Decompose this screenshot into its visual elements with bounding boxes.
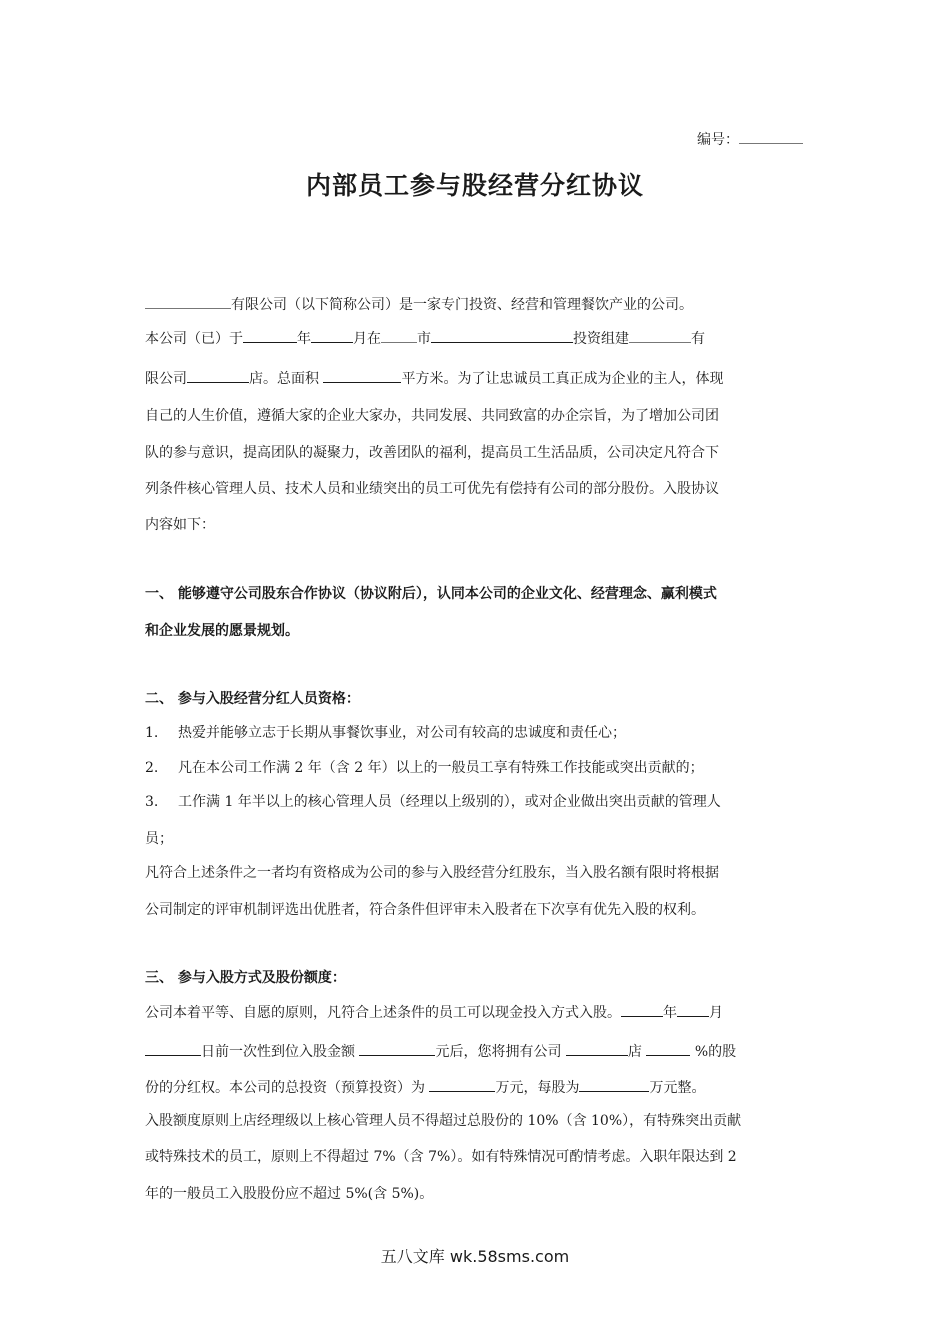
section-3-line-3: 份的分红权。本公司的总投资（预算投资）为 万元，每股为 万元整。 <box>145 1077 705 1098</box>
serial-blank <box>739 129 803 144</box>
deadline-month-blank <box>677 1002 709 1017</box>
intro-line-2: 本公司（已）于 年 月在 市 投资组建 有 <box>145 328 705 349</box>
section-2-para-2: 公司制定的评审机制评选出优胜者，符合条件但评审未入股者在下次享有优先入股的权利。 <box>145 902 705 918</box>
section-1-line-2: 和企业发展的愿景规划。 <box>145 623 299 639</box>
section-2-item-3: 3. 工作满 1 年半以上的核心管理人员（经理以上级别的），或对企业做出突出贡献的管理人 <box>145 794 721 810</box>
footer-watermark: 五八文库 wk.58sms.com <box>380 1247 570 1266</box>
section-3-line-6: 年的一般员工入股股份应不超过 5%(含 5%)。 <box>145 1186 434 1202</box>
section-3-line-5: 或特殊技术的员工，原则上不得超过 7%（含 7%）。如有特殊情况可酌情考虑。入职年限达到 2 <box>145 1149 737 1165</box>
store-name-blank <box>566 1041 628 1056</box>
intro-line-1: 有限公司（以下简称公司）是一家专门投资、经营和管理餐饮产业的公司。 <box>145 294 693 315</box>
intro-line-4: 自己的人生价值，遵循大家的企业大家办，共同发展、共同致富的办企宗旨，为了增加公司团 <box>145 408 719 424</box>
section-2-heading: 二、 参与入股经营分红人员资格： <box>145 691 360 707</box>
area-blank <box>323 368 401 383</box>
store-blank <box>187 368 249 383</box>
amount-blank <box>359 1041 435 1056</box>
year-blank <box>243 328 297 343</box>
document-title: 内部员工参与股经营分红协议 <box>305 171 644 200</box>
intro-line-6: 列条件核心管理人员、技术人员和业绩突出的员工可优先有偿持有公司的部分股份。入股协议 <box>145 481 719 497</box>
month-blank <box>311 328 353 343</box>
intro-line-7: 内容如下： <box>145 517 215 533</box>
per-share-blank <box>579 1077 649 1092</box>
section-1-line-1: 一、 能够遵守公司股东合作协议（协议附后），认同本公司的企业文化、经营理念、赢利模式 <box>145 586 717 602</box>
deadline-year-blank <box>621 1002 663 1017</box>
company-blank <box>629 328 691 343</box>
section-3-line-1: 公司本着平等、自愿的原则，凡符合上述条件的员工可以现金投入方式入股。 年 月 <box>145 1002 723 1023</box>
serial-number <box>697 129 803 149</box>
company-name-blank <box>145 294 231 309</box>
section-2-para-1: 凡符合上述条件之一者均有资格成为公司的参与入股经营分红股东，当入股名额有限时将根据 <box>145 865 719 881</box>
total-investment-blank <box>429 1077 495 1092</box>
percent-blank <box>646 1041 690 1056</box>
intro-line-3: 限公司 店。总面积 平方米。为了让忠诚员工真正成为企业的主人，体现 <box>145 368 723 389</box>
section-3-line-4: 入股额度原则上店经理级以上核心管理人员不得超过总股份的 10%（含 10%），有特殊突出贡献 <box>145 1113 742 1129</box>
serial-label: 编号： <box>697 132 739 148</box>
city-blank <box>381 328 417 343</box>
intro-line-5: 队的参与意识，提高团队的凝聚力，改善团队的福利，提高员工生活品质，公司决定凡符合下 <box>145 445 719 461</box>
location-blank <box>431 328 573 343</box>
section-3-heading: 三、 参与入股方式及股份额度： <box>145 970 346 986</box>
section-2-item-3-cont: 员； <box>145 831 173 847</box>
section-2-item-2: 2. 凡在本公司工作满 2 年（含 2 年）以上的一般员工享有特殊工作技能或突出贡献的； <box>145 760 704 776</box>
section-3-line-2: 日前一次性到位入股金额 元后，您将拥有公司 店 %的股 <box>145 1041 736 1062</box>
deadline-day-blank <box>145 1041 201 1056</box>
section-2-item-1: 1. 热爱并能够立志于长期从事餐饮事业，对公司有较高的忠诚度和责任心； <box>145 725 626 741</box>
